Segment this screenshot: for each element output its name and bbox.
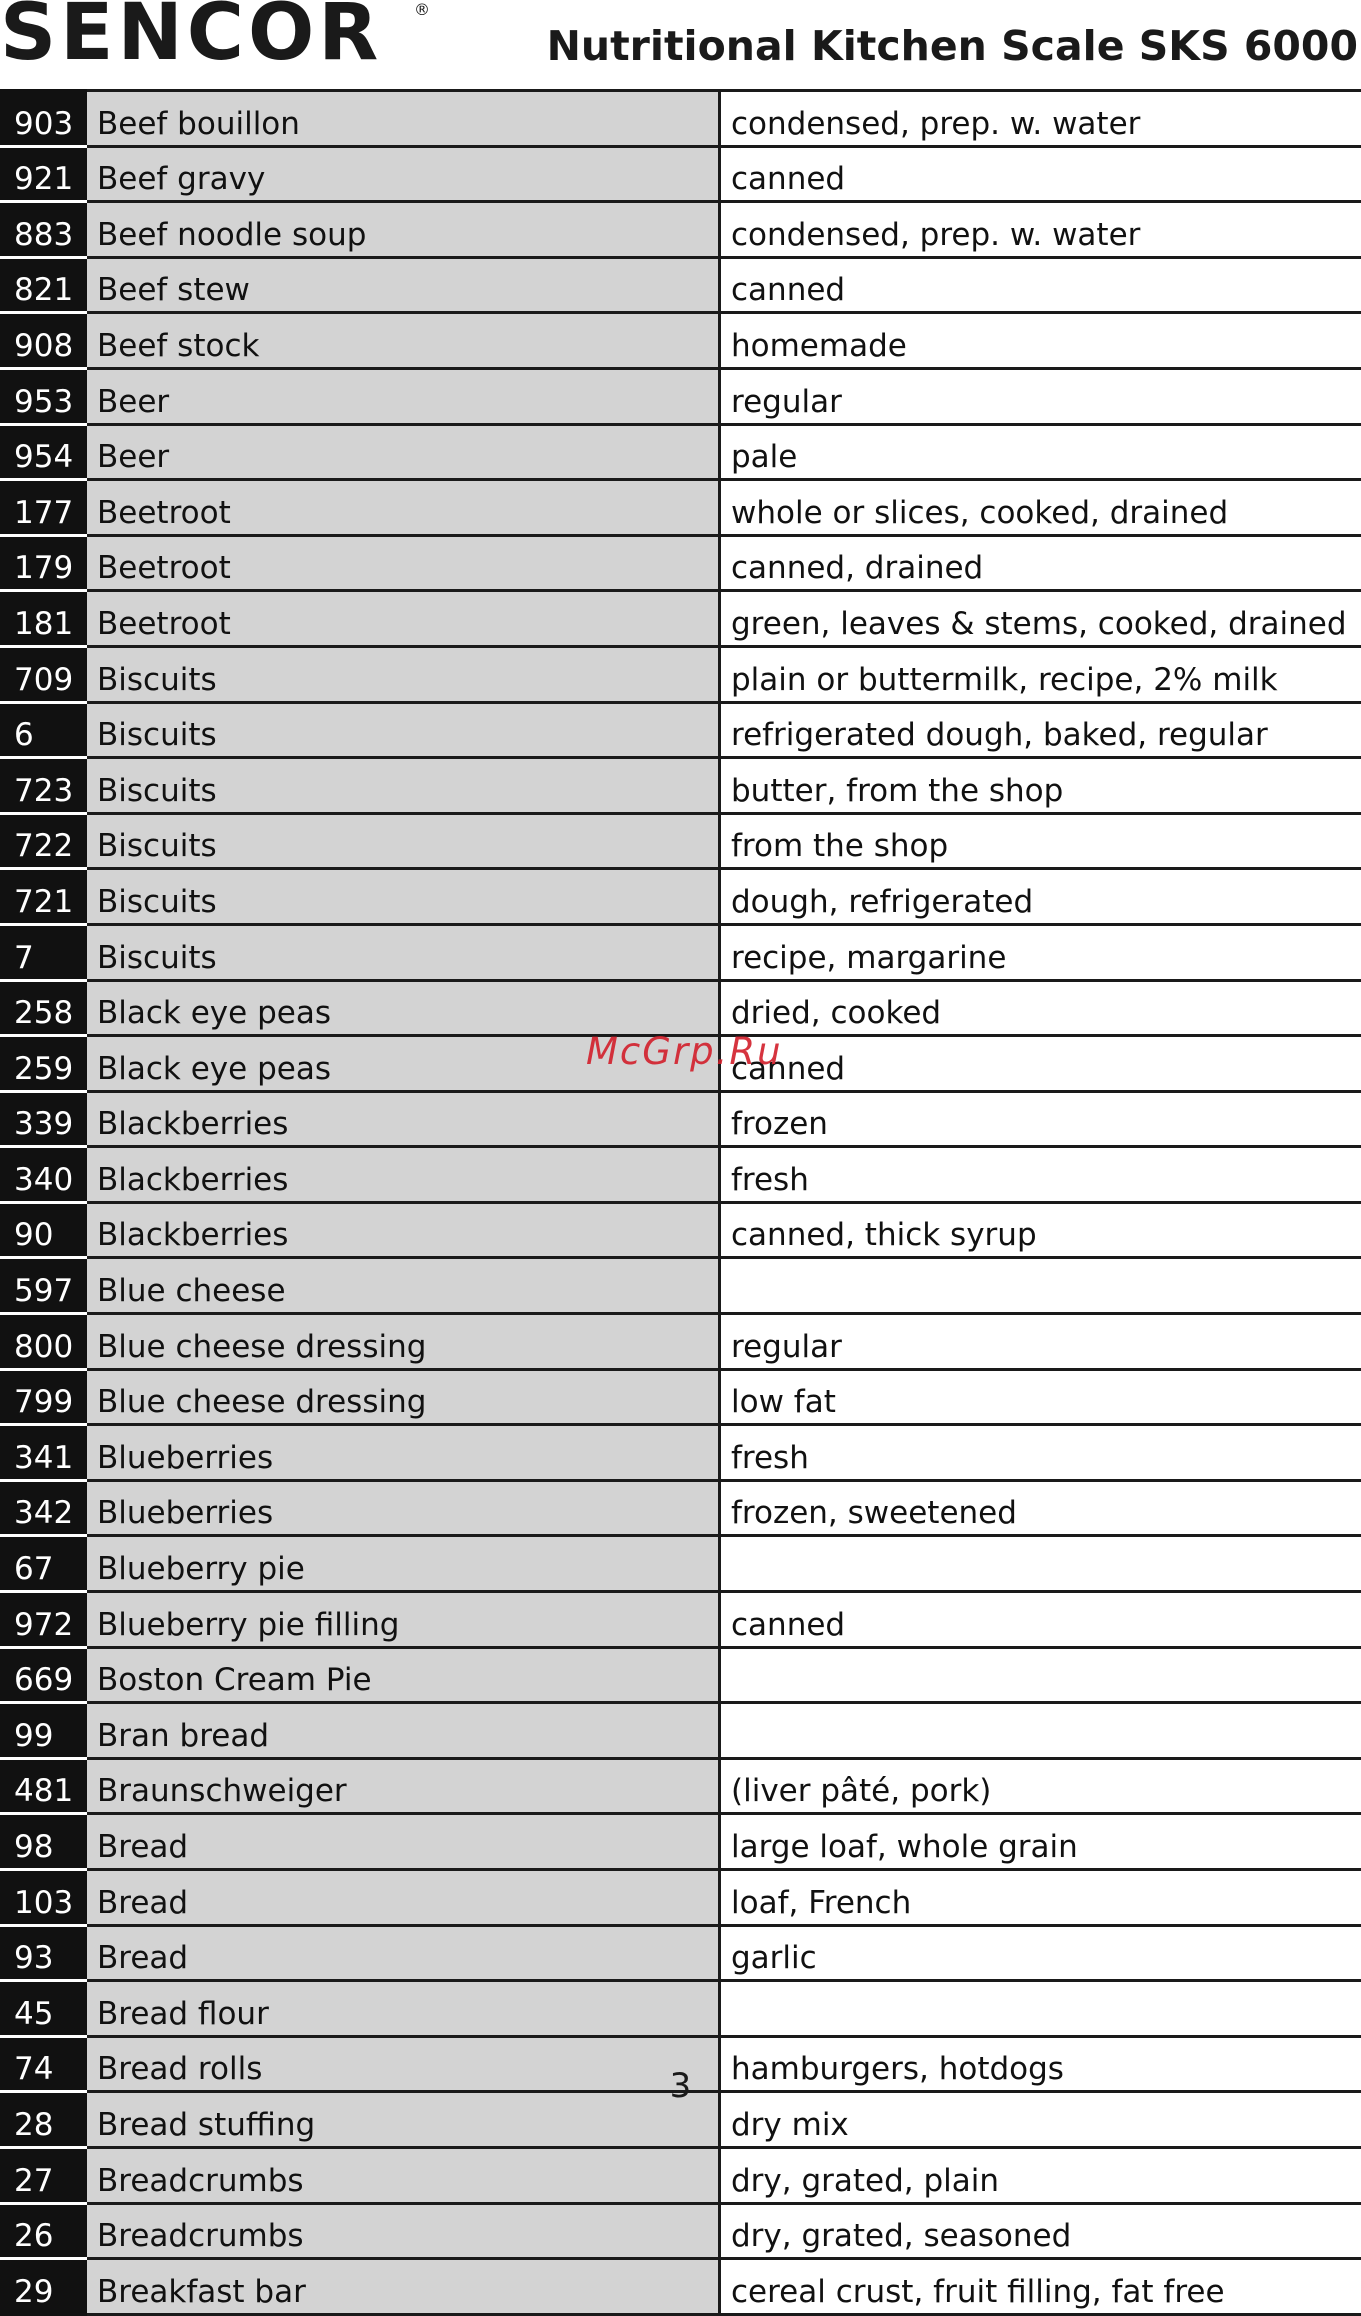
food-code-cell: 342 <box>2 1480 86 1536</box>
food-code-table <box>0 89 1361 2316</box>
food-description-cell: recipe, margarine <box>720 924 1361 980</box>
food-code-cell: 258 <box>2 980 86 1036</box>
table-row <box>2 980 1361 1036</box>
food-description-cell: loaf, French <box>720 1870 1361 1926</box>
food-description-cell <box>720 1258 1361 1314</box>
food-description-cell: condensed, prep. w. water <box>720 202 1361 258</box>
food-code-cell: 27 <box>2 2147 86 2203</box>
food-description-cell <box>720 1647 1361 1703</box>
food-code-cell: 339 <box>2 1091 86 1147</box>
table-row <box>2 1758 1361 1814</box>
table-row <box>2 2147 1361 2203</box>
food-description-cell: dry, grated, seasoned <box>720 2203 1361 2259</box>
food-code-cell: 45 <box>2 1981 86 2037</box>
food-description-cell: regular <box>720 368 1361 424</box>
food-code-cell: 883 <box>2 202 86 258</box>
food-name-cell: Biscuits <box>86 869 720 925</box>
food-name-cell: Biscuits <box>86 646 720 702</box>
table-row <box>2 1258 1361 1314</box>
food-code-cell: 98 <box>2 1814 86 1870</box>
table-row <box>2 1536 1361 1592</box>
food-name-cell: Blackberries <box>86 1147 720 1203</box>
food-name-cell: Braunschweiger <box>86 1758 720 1814</box>
food-description-cell: (liver pâté, pork) <box>720 1758 1361 1814</box>
food-name-cell: Breadcrumbs <box>86 2147 720 2203</box>
food-description-cell: frozen <box>720 1091 1361 1147</box>
table-row <box>2 1592 1361 1648</box>
food-name-cell: Blackberries <box>86 1091 720 1147</box>
food-description-cell: regular <box>720 1314 1361 1370</box>
food-name-cell: Beer <box>86 368 720 424</box>
food-description-cell: dried, cooked <box>720 980 1361 1036</box>
food-code-cell: 721 <box>2 869 86 925</box>
food-description-cell: low fat <box>720 1369 1361 1425</box>
food-code-cell: 177 <box>2 480 86 536</box>
food-code-cell: 709 <box>2 646 86 702</box>
food-code-cell: 800 <box>2 1314 86 1370</box>
food-code-cell: 799 <box>2 1369 86 1425</box>
table-row <box>2 758 1361 814</box>
food-code-cell: 6 <box>2 702 86 758</box>
food-description-cell: canned <box>720 1036 1361 1092</box>
table-row <box>2 924 1361 980</box>
food-description-cell: refrigerated dough, baked, regular <box>720 702 1361 758</box>
food-description-cell: canned, thick syrup <box>720 1202 1361 1258</box>
food-description-cell: cereal crust, fruit filling, fat free <box>720 2259 1361 2315</box>
table-row <box>2 702 1361 758</box>
food-description-cell: hamburgers, hotdogs <box>720 2036 1361 2092</box>
food-description-cell: whole or slices, cooked, drained <box>720 480 1361 536</box>
food-name-cell: Blueberries <box>86 1480 720 1536</box>
food-description-cell: dry mix <box>720 2092 1361 2148</box>
food-code-cell: 181 <box>2 591 86 647</box>
food-code-cell: 723 <box>2 758 86 814</box>
food-name-cell: Bread <box>86 1814 720 1870</box>
food-code-cell: 93 <box>2 1925 86 1981</box>
food-name-cell: Beetroot <box>86 480 720 536</box>
food-code-cell: 953 <box>2 368 86 424</box>
food-name-cell: Biscuits <box>86 813 720 869</box>
table-row <box>2 869 1361 925</box>
food-name-cell: Bread stuffing <box>86 2092 720 2148</box>
food-code-cell: 903 <box>2 91 86 147</box>
food-name-cell: Beef stew <box>86 257 720 313</box>
food-code-cell: 921 <box>2 146 86 202</box>
table-row <box>2 146 1361 202</box>
table-row <box>2 2259 1361 2315</box>
table-row <box>2 1091 1361 1147</box>
food-code-cell: 669 <box>2 1647 86 1703</box>
food-code-cell: 179 <box>2 535 86 591</box>
table-row <box>2 1202 1361 1258</box>
watermark: McGrp.Ru <box>586 1030 783 1073</box>
food-description-cell: condensed, prep. w. water <box>720 91 1361 147</box>
food-name-cell: Bread rolls <box>86 2036 720 2092</box>
food-description-cell: homemade <box>720 313 1361 369</box>
table-row <box>2 1369 1361 1425</box>
food-code-cell: 7 <box>2 924 86 980</box>
food-name-cell: Breadcrumbs <box>86 2203 720 2259</box>
food-name-cell: Beef bouillon <box>86 91 720 147</box>
table-row <box>2 424 1361 480</box>
food-name-cell: Beef gravy <box>86 146 720 202</box>
food-name-cell: Beer <box>86 424 720 480</box>
food-code-cell: 722 <box>2 813 86 869</box>
food-name-cell: Biscuits <box>86 924 720 980</box>
food-name-cell: Bread flour <box>86 1981 720 2037</box>
table-row <box>2 1425 1361 1481</box>
food-name-cell: Beetroot <box>86 591 720 647</box>
food-name-cell: Bread <box>86 1925 720 1981</box>
food-description-cell <box>720 1536 1361 1592</box>
food-description-cell: from the shop <box>720 813 1361 869</box>
food-description-cell: canned <box>720 257 1361 313</box>
food-code-cell: 972 <box>2 1592 86 1648</box>
food-code-cell: 26 <box>2 2203 86 2259</box>
food-name-cell: Biscuits <box>86 702 720 758</box>
food-description-cell: pale <box>720 424 1361 480</box>
food-name-cell: Blue cheese dressing <box>86 1369 720 1425</box>
food-description-cell: plain or buttermilk, recipe, 2% milk <box>720 646 1361 702</box>
food-description-cell <box>720 1703 1361 1759</box>
food-code-cell: 954 <box>2 424 86 480</box>
table-row <box>2 91 1361 147</box>
food-code-cell: 28 <box>2 2092 86 2148</box>
food-name-cell: Black eye peas <box>86 1036 720 1092</box>
food-code-cell: 90 <box>2 1202 86 1258</box>
food-code-cell: 481 <box>2 1758 86 1814</box>
food-description-cell: garlic <box>720 1925 1361 1981</box>
table-row <box>2 202 1361 258</box>
table-row <box>2 1147 1361 1203</box>
food-code-cell: 29 <box>2 2259 86 2315</box>
food-description-cell: frozen, sweetened <box>720 1480 1361 1536</box>
food-description-cell: canned, drained <box>720 535 1361 591</box>
food-code-cell: 103 <box>2 1870 86 1926</box>
food-name-cell: Blueberry pie filling <box>86 1592 720 1648</box>
food-description-cell: dry, grated, plain <box>720 2147 1361 2203</box>
page-number: 3 <box>0 2066 1361 2106</box>
table-row <box>2 646 1361 702</box>
food-name-cell: Boston Cream Pie <box>86 1647 720 1703</box>
table-row <box>2 1925 1361 1981</box>
food-name-cell: Bran bread <box>86 1703 720 1759</box>
table-row <box>2 1314 1361 1370</box>
table-row <box>2 2203 1361 2259</box>
food-name-cell: Blue cheese <box>86 1258 720 1314</box>
food-name-cell: Beetroot <box>86 535 720 591</box>
food-description-cell: canned <box>720 146 1361 202</box>
food-name-cell: Bread <box>86 1870 720 1926</box>
brand-logo: SENCOR <box>0 0 382 72</box>
table-row <box>2 480 1361 536</box>
table-row <box>2 313 1361 369</box>
food-name-cell: Beef noodle soup <box>86 202 720 258</box>
food-name-cell: Blueberry pie <box>86 1536 720 1592</box>
table-row <box>2 813 1361 869</box>
food-description-cell: fresh <box>720 1425 1361 1481</box>
food-description-cell: fresh <box>720 1147 1361 1203</box>
table-row <box>2 257 1361 313</box>
table-row <box>2 1870 1361 1926</box>
food-description-cell: large loaf, whole grain <box>720 1814 1361 1870</box>
food-code-cell: 99 <box>2 1703 86 1759</box>
table-row <box>2 535 1361 591</box>
table-row <box>2 368 1361 424</box>
food-code-cell: 597 <box>2 1258 86 1314</box>
food-code-cell: 74 <box>2 2036 86 2092</box>
food-name-cell: Black eye peas <box>86 980 720 1036</box>
food-description-cell: butter, from the shop <box>720 758 1361 814</box>
food-description-cell: green, leaves & stems, cooked, drained <box>720 591 1361 647</box>
table-row <box>2 1647 1361 1703</box>
table-row <box>2 1703 1361 1759</box>
registered-trademark-icon: ® <box>414 0 430 19</box>
table-row <box>2 591 1361 647</box>
table-row <box>2 1480 1361 1536</box>
food-name-cell: Blueberries <box>86 1425 720 1481</box>
food-name-cell: Beef stock <box>86 313 720 369</box>
food-description-cell <box>720 1981 1361 2037</box>
document-title: Nutritional Kitchen Scale SKS 6000 <box>547 22 1358 70</box>
food-code-cell: 340 <box>2 1147 86 1203</box>
table-row <box>2 1814 1361 1870</box>
food-name-cell: Blackberries <box>86 1202 720 1258</box>
food-name-cell: Biscuits <box>86 758 720 814</box>
food-code-cell: 259 <box>2 1036 86 1092</box>
page-header <box>0 0 1361 86</box>
food-description-cell: dough, refrigerated <box>720 869 1361 925</box>
table-row <box>2 1981 1361 2037</box>
food-code-cell: 341 <box>2 1425 86 1481</box>
food-name-cell: Blue cheese dressing <box>86 1314 720 1370</box>
food-name-cell: Breakfast bar <box>86 2259 720 2315</box>
food-code-cell: 821 <box>2 257 86 313</box>
food-description-cell: canned <box>720 1592 1361 1648</box>
food-code-cell: 908 <box>2 313 86 369</box>
food-code-cell: 67 <box>2 1536 86 1592</box>
